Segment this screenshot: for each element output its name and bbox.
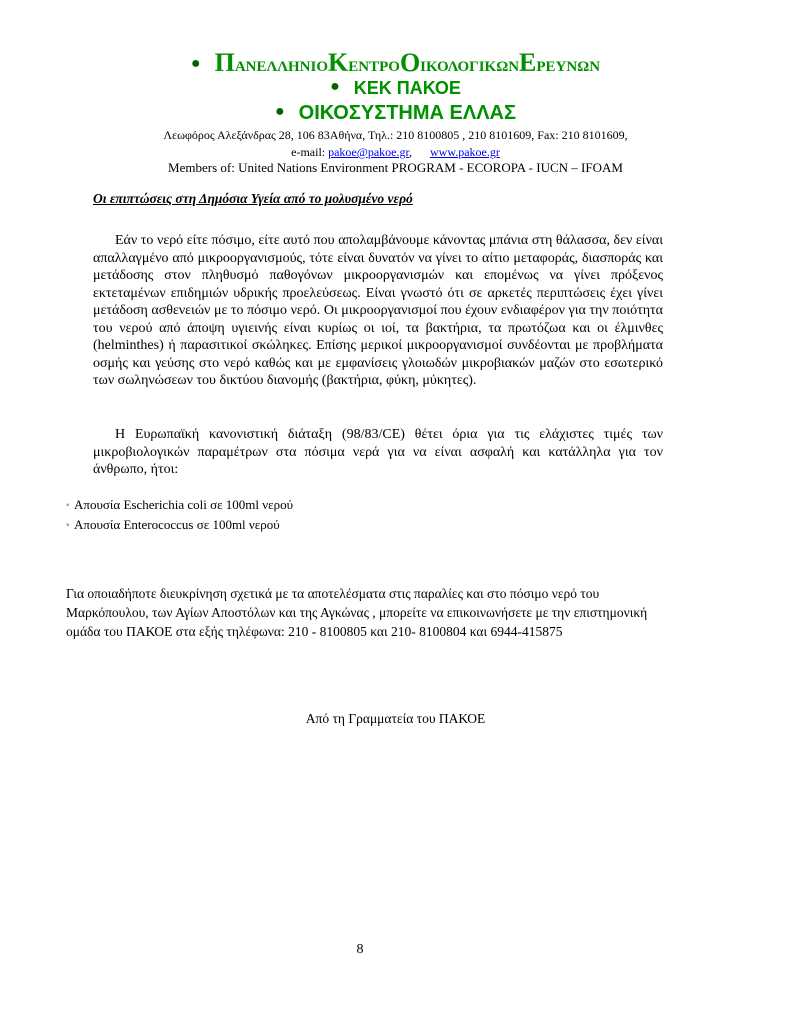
oikosystima-title: ΟΙΚΟΣΥΣΤΗΜΑ ΕΛΛΑΣ — [298, 102, 516, 124]
organization-name — [214, 48, 601, 77]
org-name-rest: ΑΝΕΛΛΗΝΙΟ — [234, 59, 329, 75]
list-item: ▪ Απουσία Escherichia coli σε 100ml νερού — [66, 495, 293, 515]
article-title: Οι επιπτώσεις στη Δημόσια Υγεία από το μολυσμένο νερό — [93, 191, 413, 206]
bullet-icon: ● — [275, 103, 285, 120]
members-line: Members of: United Nations Environment PROGRAM - ECOROPA - IUCN – IFOAM — [168, 160, 623, 175]
org-name-rest: ΙΚΟΛΟΓΙΚΩΝ — [420, 59, 520, 75]
kek-line — [0, 78, 791, 99]
org-name-initial: Ε — [519, 48, 537, 77]
list-item: ▪ Απουσία Enterococcus σε 100ml νερού — [66, 515, 293, 535]
paragraph-1 — [93, 232, 663, 390]
bullet-icon: ▪ — [66, 520, 70, 531]
kek-title: ΚΕΚ ΠΑΚΟΕ — [353, 78, 461, 98]
org-name-initial: Ο — [399, 48, 421, 77]
contact-paragraph: Για οποιαδήποτε διευκρίνηση σχετικά με τα αποτελέσματα στις παραλίες και στο πόσιμο νερό του Μαρκόπουλου, των Αγίων Αποστόλων και της Αγκώνας , μπορείτε να επικοινωνήσετε με την επιστημονική ομάδα του ΠΑΚΟΕ στα εξής τηλέφωνα: 210 - 8100805 και 210- 8100804 και 6944-415875 — [66, 586, 648, 639]
paragraph-1-text: Εάν το νερό είτε πόσιμο, είτε αυτό που απολαμβάνουμε κάνοντας μπάνια στη θάλασσα, δεν είναι απαλλαγμένο από μικροοργανισμούς, τότε είναι δυνατόν να γίνει το αίτιο μεταφοράς, διασποράς και μετάδοσης στον πληθυσμό παθογόνων μικροοργανισμών και επομένως να γίνει πρόξενος εκτεταμένων επιδημιών υδρικής προελεύσεως. Είναι γνωστό ότι σε αρκετές περιπτώσεις έχει γίνει μετάδοση ασθενειών με το πόσιμο νερό. Οι μικροοργανισμοί που έχουν ενδιαφέρον για την ποιότητα του νερού από άποψη υγιεινής είναι κυρίως οι ιοί, τα βακτήρια, τα πρωτόζωα και οι έλμινθες (helminthes) ή παρασιτικοί σκώληκες. Επίσης μερικοί μικροοργανισμοί συνδέονται με προβλήματα οσμής και γεύσης στο νερό καθώς και με εμφανίσεις γλοιωδών μικροβιακών μαζών στο εσωτερικό των σωληνώσεων του δικτύου διανομής (βακτήρια, φύκη, μύκητες). — [93, 233, 663, 388]
signature: Από τη Γραμματεία του ΠΑΚΟΕ — [305, 711, 486, 726]
org-name-initial: Κ — [328, 48, 349, 77]
requirements-list — [66, 495, 293, 535]
contact-links-line: e-mail: pakoe@pakoe.gr, www.pakoe.gr — [291, 145, 500, 159]
organization-name-line — [0, 48, 791, 78]
email-label: e-mail: — [291, 145, 329, 159]
org-name-rest: ΡΕΥΝΩΝ — [536, 59, 601, 75]
paragraph-2 — [93, 426, 663, 479]
org-name-rest: ΕΝΤΡΟ — [348, 59, 400, 75]
bullet-icon: ● — [330, 78, 340, 95]
page-number: 8 — [356, 942, 364, 957]
paragraph-2-text: Η Ευρωπαϊκή κανονιστική διάταξη (98/83/CE) θέτει όρια για τις ελάχιστες τιμές των μικροβιολογικών παραμέτρων στα πόσιμα νερά για να είναι ασφαλή και κατάλληλα για τον άνθρωπο, ήτοι: — [93, 427, 663, 477]
bullet-icon: ● — [190, 55, 201, 72]
bullet-icon: ▪ — [66, 500, 70, 511]
email-link[interactable]: pakoe@pakoe.gr — [328, 145, 409, 159]
oikosystima-line — [0, 102, 791, 125]
website-link[interactable]: www.pakoe.gr — [429, 145, 500, 159]
org-name-initial: Π — [214, 48, 235, 77]
address-line: Λεωφόρος Αλεξάνδρας 28, 106 83Αθήνα, Τηλ.: 210 8100805 , 210 8101609, Fax: 210 8101609, — [163, 128, 628, 142]
